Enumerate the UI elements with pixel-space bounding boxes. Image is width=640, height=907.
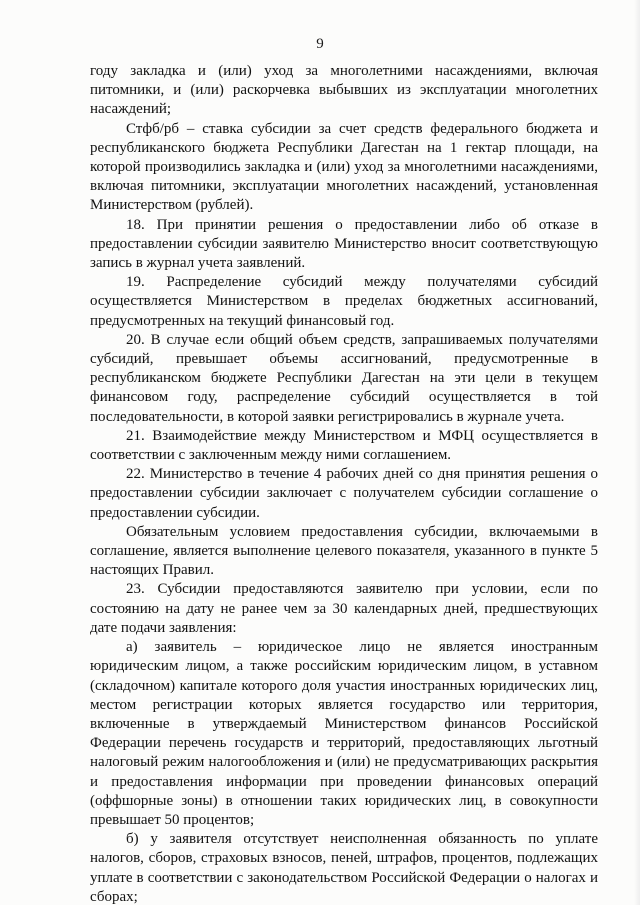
paragraph-subitem-a: а) заявитель – юридическое лицо не является иностранным юридическим лицом, а также российским юридическим лицом, в уставном (складочном) капитале которого доля участия иностранных юридических лиц, местом регистрации которых является государство или территория, включенные в утверждаемый Министерством финансов Российской Федерации перечень государств и территорий, предоставляющих льготный налоговый режим налогообложения и (или) не предусматривающих раскрытия и предоставления информации при проведении финансовых операций (оффшорные зоны) в отношении таких юридических лиц, в совокупности превышает 50 процентов; — [90, 639, 598, 828]
paragraph-mandatory-condition: Обязательным условием предоставления субсидии, включаемыми в соглашение, является выполнение целевого показателя, указанного в пункте 5 настоящих Правил. — [90, 523, 598, 579]
page-number: 9 — [316, 36, 324, 52]
paragraph-item-19: 19. Распределение субсидий между получателями субсидий осуществляется Министерством в пределах бюджетных ассигнований, предусмотренных на текущий финансовый год. — [90, 274, 598, 329]
paragraph-item-23: 23. Субсидии предоставляются заявителю при условии, если по состоянию на дату не ранее чем за 30 календарных дней, предшествующих дате подачи заявления: — [90, 581, 598, 636]
paragraph-rate-definition: Стфб/рб – ставка субсидии за счет средств федерального бюджета и республиканского бюджета Республики Дагестан на 1 гектар площади, на которой производились закладка и (или) уход за многолетними насаждениями, включая питомники, эксплуатации многолетних насаждений, установленная Министерством (рублей). — [90, 120, 598, 214]
paragraph-continuation: году закладка и (или) уход за многолетними насаждениями, включая питомники, и (или) раскорчевка выбывших из эксплуатации многолетних насаждений; — [90, 63, 598, 118]
paragraph-subitem-b: б) у заявителя отсутствует неисполненная обязанность по уплате налогов, сборов, страховых взносов, пеней, штрафов, процентов, подлежащих уплате в соответствии с законодательством Российской Федерации о налогах и сборах; — [90, 831, 598, 905]
paragraph-item-20: 20. В случае если общий объем средств, запрашиваемых получателями субсидий, превышает объемы ассигнований, предусмотренные в республиканском бюджете Республики Дагестан на эти цели в текущем финансовом году, распределение субсидий осуществляется в той последовательности, в которой заявки регистрировались в журнале учета. — [90, 331, 598, 425]
document-body — [90, 62, 598, 907]
paragraph-item-18: 18. При принятии решения о предоставлении либо об отказе в предоставлении субсидии заявителю Министерство вносит соответствующую запись в журнал учета заявлений. — [90, 216, 598, 272]
paragraph-item-21: 21. Взаимодействие между Министерством и МФЦ осуществляется в соответствии с заключенным между ними соглашением. — [90, 427, 598, 464]
paragraph-item-22: 22. Министерство в течение 4 рабочих дней со дня принятия решения о предоставлении субсидии заключает с получателем субсидии соглашение о предоставлении субсидии. — [90, 466, 598, 521]
scan-edge-shadow — [634, 0, 640, 905]
